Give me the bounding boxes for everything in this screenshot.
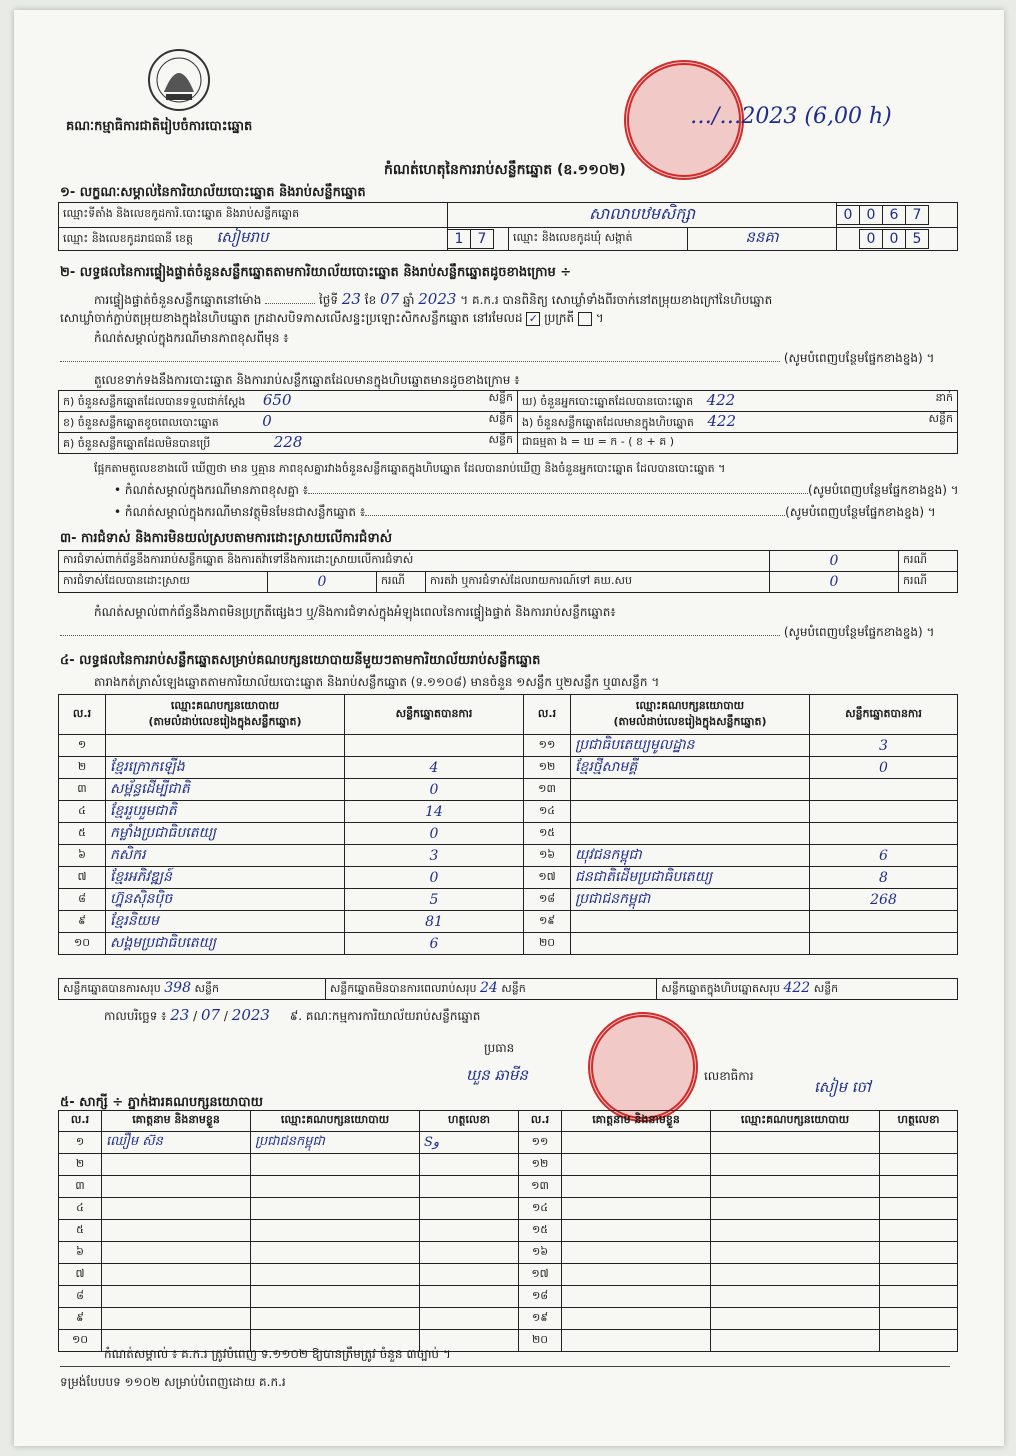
witness-name bbox=[562, 1286, 711, 1308]
figures-intro: តួលេខទាក់ទងនឹងការបោះឆ្នោត និងការរាប់សន្លឹកឆ្នោតដែលមានក្នុងហិបឆ្នោតមានដូចខាងក្រោម ៖ bbox=[94, 373, 520, 387]
party-no: ១៧ bbox=[524, 867, 571, 889]
witness-signature bbox=[420, 1154, 519, 1176]
resolved-label: ការជំទាស់ដែលបានដោះស្រាយ bbox=[59, 572, 268, 593]
witness-name bbox=[562, 1154, 711, 1176]
party-name: ខ្មែររួបរួមជាតិ bbox=[106, 801, 345, 823]
results-col-votes-right: សន្លឹកឆ្នោតបានការ bbox=[810, 695, 958, 735]
witness-name bbox=[562, 1198, 711, 1220]
witness-row bbox=[59, 1198, 958, 1220]
witness-party bbox=[251, 1220, 420, 1242]
party-name bbox=[571, 823, 810, 845]
party-no: ២ bbox=[59, 757, 106, 779]
party-no: ៨ bbox=[59, 889, 106, 911]
party-name bbox=[571, 911, 810, 933]
results-table bbox=[58, 694, 958, 955]
witness-no: ៧ bbox=[59, 1264, 102, 1286]
party-header: ឈ្មោះគណបក្សនយោបាយ bbox=[170, 698, 280, 712]
bullet1-fill-text: (សូមបំពេញបន្ថែមផ្នែកខាងខ្នង) ។ bbox=[808, 483, 959, 497]
party-no: ២០ bbox=[524, 933, 571, 955]
figure-e-label: ង) ចំនួនសន្លឹកឆ្នោតដែលមានក្នុងហិបឆ្នោត bbox=[522, 416, 694, 429]
party-votes bbox=[810, 823, 958, 845]
results-row bbox=[59, 933, 958, 955]
form-sheet bbox=[14, 10, 1004, 1446]
witness-signature bbox=[420, 1242, 519, 1264]
form-code: ទម្រង់បែបបទ ១១០២ សម្រាប់បំពេញដោយ គ.ក.រ bbox=[60, 1375, 286, 1389]
figure-c bbox=[59, 433, 518, 454]
results-row bbox=[59, 735, 958, 757]
party-name: សង្គមប្រជាធិបតេយ្យ bbox=[106, 933, 345, 955]
commune-code-digit: 5 bbox=[905, 229, 929, 249]
verification-text-b: ។ គ.ក.រ បានពិនិត្យ សោឃ្លាំទាំងពីរចាក់នៅតម្រុយខាងក្រៅនៃហិបឆ្នោត bbox=[460, 293, 773, 307]
witness-party bbox=[251, 1286, 420, 1308]
party-name: ខ្មែរនិយម bbox=[106, 911, 345, 933]
figure-e bbox=[518, 412, 958, 433]
province-code-digit: 1 bbox=[447, 229, 471, 249]
party-votes bbox=[810, 779, 958, 801]
witness-table bbox=[58, 1110, 958, 1352]
witness-row bbox=[59, 1132, 958, 1154]
section4-title: ៤- លទ្ធផលនៃការរាប់សន្លឹកឆ្នោតសម្រាប់គណបក្សនយោបាយនីមួយៗតាមការិយាល័យរាប់សន្លឹកឆ្នោត bbox=[60, 653, 541, 668]
figure-a bbox=[59, 391, 518, 412]
party-no: ១៥ bbox=[524, 823, 571, 845]
party-votes: 5 bbox=[345, 889, 524, 911]
witness-name bbox=[562, 1330, 711, 1352]
party-name: ប្រជាជនកម្ពុជា bbox=[571, 889, 810, 911]
witness-no: ១៥ bbox=[519, 1220, 562, 1242]
witness-no: ៦ bbox=[59, 1242, 102, 1264]
party-votes: 8 bbox=[810, 867, 958, 889]
figure-a-label: ក) ចំនួនសន្លឹកឆ្នោតដែលបានទទួលជាក់ស្តែង bbox=[63, 395, 246, 408]
total-box-label: សន្លឹកឆ្នោតក្នុងហិបឆ្នោតសរុប bbox=[661, 982, 780, 995]
results-row bbox=[59, 845, 958, 867]
witness-row bbox=[59, 1242, 958, 1264]
witness-signature bbox=[880, 1176, 958, 1198]
party-no: ៦ bbox=[59, 845, 106, 867]
party-votes: 6 bbox=[345, 933, 524, 955]
party-name: ប្រជាធិបតេយ្យមូលដ្ឋាន bbox=[571, 735, 810, 757]
witness-no: ១៣ bbox=[519, 1176, 562, 1198]
party-no: ៧ bbox=[59, 867, 106, 889]
party-no: ១៩ bbox=[524, 911, 571, 933]
station-label: ឈ្មោះទីតាំង និងលេខកូដការិ.បោះឆ្នោត និងរាប់សន្លឹកឆ្នោត bbox=[59, 203, 448, 228]
note1-line bbox=[94, 330, 289, 348]
province-code-digit: 7 bbox=[470, 229, 494, 249]
section5-title: ៥- សាក្សី ÷ ភ្នាក់ងារគណបក្សនយោបាយ bbox=[60, 1095, 263, 1110]
witness-party bbox=[711, 1154, 880, 1176]
bullet1-text: • កំណត់សម្គាល់ក្នុងករណីមានភាពខុសគ្នា ៖ bbox=[114, 483, 309, 497]
witness-no: ១៧ bbox=[519, 1264, 562, 1286]
witness-row bbox=[59, 1264, 958, 1286]
witness-name bbox=[102, 1242, 251, 1264]
party-votes: 6 bbox=[810, 845, 958, 867]
verification-month: 07 bbox=[380, 290, 400, 308]
witness-row bbox=[59, 1308, 958, 1330]
objection-table bbox=[58, 550, 958, 593]
commune-code-digit: 0 bbox=[859, 229, 883, 249]
party-name: ជនជាតិដើមប្រជាធិបតេយ្យ bbox=[571, 867, 810, 889]
witness-row bbox=[59, 1176, 958, 1198]
witness-signature bbox=[880, 1220, 958, 1242]
other-checkbox[interactable] bbox=[578, 312, 592, 326]
seal-text: សោឃ្លាំចាក់ភ្ជាប់តម្រុយខាងក្នុងនៃហិបឆ្នោត ក្រដាសបិទភាសលើសន្ទះប្រឡោះសិកសន្លឹកឆ្នោត នៅរមែលដ bbox=[60, 311, 523, 325]
chair-name: ឃួន ឆាមីន bbox=[466, 1066, 528, 1084]
results-row bbox=[59, 823, 958, 845]
results-row bbox=[59, 889, 958, 911]
note1-fill-text: (សូមបំពេញបន្ថែមផ្នែកខាងខ្នង) ។ bbox=[783, 351, 935, 365]
discrepancy-line: ផ្អែកតាមតួលេខខាងលើ ឃើញថា មាន ឬគ្មាន ភាពខុសគ្នារវាងចំនួនសន្លឹកឆ្នោតក្នុងហិបឆ្នោត ដែលបានរាប់ឃើញ និងចំនួនអ្នកបោះឆ្នោត ដែលបានបោះឆ្នោត ។ bbox=[94, 462, 726, 475]
footnote: កំណត់សម្គាល់ ៖ គ.ក.រ ត្រូវបំពេញ ទ.១១០២ ឱ្យបានត្រឹមត្រូវ ចំនួន ៣ច្បាប់ ។ bbox=[104, 1347, 451, 1361]
party-no: ១ bbox=[59, 735, 106, 757]
total-invalid bbox=[325, 979, 656, 1000]
figure-b-unit: សន្លឹក bbox=[488, 412, 513, 425]
witness-name bbox=[102, 1198, 251, 1220]
witness-no: ១០ bbox=[59, 1330, 102, 1352]
nec-logo-icon bbox=[142, 44, 216, 116]
station-code-digit: 7 bbox=[905, 205, 929, 225]
secretary-name: សៀម ចៅ bbox=[814, 1078, 871, 1096]
station-table bbox=[58, 202, 958, 251]
witness-party bbox=[251, 1154, 420, 1176]
party-no: ១៨ bbox=[524, 889, 571, 911]
reported-value: 0 bbox=[770, 572, 899, 593]
party-name: កសិករ bbox=[106, 845, 345, 867]
objection-fill-line bbox=[60, 624, 934, 642]
witness-name bbox=[562, 1264, 711, 1286]
figure-c-label: គ) ចំនួនសន្លឹកឆ្នោតដែលមិនបានប្រើ bbox=[63, 437, 211, 450]
witness-row bbox=[59, 1286, 958, 1308]
objection-row1-value: 0 bbox=[770, 551, 899, 572]
party-no: ៣ bbox=[59, 779, 106, 801]
witness-col-name: គោត្តនាម និងនាមខ្លួន bbox=[102, 1111, 251, 1132]
witness-party bbox=[711, 1330, 880, 1352]
witness-party bbox=[251, 1242, 420, 1264]
station-code-digit: 0 bbox=[859, 205, 883, 225]
party-no: ៩ bbox=[59, 911, 106, 933]
total-box-value: 422 bbox=[783, 980, 811, 996]
party-votes: 0 bbox=[345, 867, 524, 889]
party-votes: 3 bbox=[810, 735, 958, 757]
total-valid-value: 398 bbox=[164, 980, 191, 996]
witness-row bbox=[59, 1154, 958, 1176]
party-name: យុវជនកម្ពុជា bbox=[571, 845, 810, 867]
results-col-party bbox=[106, 695, 345, 735]
figure-c-unit: សន្លឹក bbox=[488, 433, 513, 446]
witness-party bbox=[711, 1132, 880, 1154]
resolved-unit: ករណី bbox=[377, 572, 426, 593]
seal-line: សោឃ្លាំចាក់ភ្ជាប់តម្រុយខាងក្នុងនៃហិបឆ្នោត ក្រដាសបិទភាសលើសន្ទះប្រឡោះសិកសន្លឹកឆ្នោត នៅរមែលដ ✓ ប្រក្រតី ។ bbox=[60, 311, 604, 325]
total-invalid-unit: សន្លឹក bbox=[501, 982, 526, 995]
witness-no: ១២ bbox=[519, 1154, 562, 1176]
party-votes: 0 bbox=[345, 823, 524, 845]
results-col-no: ល.រ bbox=[59, 695, 106, 735]
party-name: សម្ព័ន្ធដើម្បីជាតិ bbox=[106, 779, 345, 801]
results-row bbox=[59, 757, 958, 779]
bullet2-line bbox=[114, 504, 954, 522]
party-name bbox=[106, 735, 345, 757]
party-header-sub: (តាមលំដាប់លេខរៀងក្នុងសន្លឹកឆ្នោត) bbox=[148, 714, 302, 728]
total-valid bbox=[59, 979, 326, 1000]
witness-signature bbox=[880, 1198, 958, 1220]
reported-label: ការតវ៉ា ឬការជំទាស់ដែលរាយការណ៍ទៅ គឃ.សប bbox=[426, 572, 770, 593]
date-day: 23 bbox=[170, 1006, 190, 1024]
form-title: កំណត់ហេតុនៃការរាប់សន្លឹកឆ្នោត (ឧ.១១០២) bbox=[384, 162, 626, 178]
party-votes: 81 bbox=[345, 911, 524, 933]
witness-signature: Sو bbox=[420, 1132, 519, 1154]
witness-party bbox=[251, 1264, 420, 1286]
results-row bbox=[59, 779, 958, 801]
witness-party bbox=[711, 1242, 880, 1264]
party-name bbox=[571, 779, 810, 801]
party-votes: 4 bbox=[345, 757, 524, 779]
figure-d-value: 422 bbox=[706, 391, 736, 409]
witness-no: ៩ bbox=[59, 1308, 102, 1330]
stamp-note: …/…2023 (6,00 h) bbox=[690, 104, 892, 129]
witness-name: ឈឿម ស៊ន bbox=[102, 1132, 251, 1154]
date-month: 07 bbox=[201, 1006, 221, 1024]
org-name: គណៈកម្មាធិការជាតិរៀបចំការបោះឆ្នោត bbox=[66, 119, 253, 134]
witness-no: ១១ bbox=[519, 1132, 562, 1154]
committee-label: ៩. គណៈកម្មការការិយាល័យរាប់សន្លឹកឆ្នោត bbox=[289, 1009, 481, 1023]
party-name bbox=[571, 933, 810, 955]
witness-name bbox=[102, 1264, 251, 1286]
witness-name bbox=[562, 1176, 711, 1198]
party-name: កម្លាំងប្រជាធិបតេយ្យ bbox=[106, 823, 345, 845]
figures-table bbox=[58, 390, 958, 454]
witness-name bbox=[562, 1132, 711, 1154]
party-name: ហ្វ៊ុនស៊ិនប៉ិច bbox=[106, 889, 345, 911]
witness-signature bbox=[880, 1308, 958, 1330]
witness-name bbox=[102, 1286, 251, 1308]
party-votes: 268 bbox=[810, 889, 958, 911]
party-no: ៤ bbox=[59, 801, 106, 823]
month-label: ខែ bbox=[364, 293, 377, 307]
results-row bbox=[59, 801, 958, 823]
witness-party bbox=[251, 1198, 420, 1220]
witness-no: ៥ bbox=[59, 1220, 102, 1242]
station-code-digit: 6 bbox=[882, 205, 906, 225]
party-no: ១២ bbox=[524, 757, 571, 779]
commune-code bbox=[837, 228, 958, 251]
chair-label: ប្រធាន bbox=[484, 1041, 515, 1055]
witness-name bbox=[562, 1220, 711, 1242]
verification-text: ការផ្ទៀងផ្ទាត់ចំនួនសន្លឹកឆ្នោតនៅម៉ោង bbox=[94, 293, 262, 307]
reported-unit: ករណី bbox=[899, 572, 958, 593]
date-label: កាលបរិច្ឆេទ ៖ bbox=[104, 1009, 167, 1023]
day-label: ថ្ងៃទី bbox=[319, 293, 339, 307]
station-code bbox=[837, 203, 958, 228]
figure-d-label: ឃ) ចំនួនអ្នកបោះឆ្នោតដែលបានបោះឆ្នោត bbox=[522, 395, 694, 408]
witness-party bbox=[251, 1176, 420, 1198]
party-votes bbox=[810, 801, 958, 823]
party-header: ឈ្មោះគណបក្សនយោបាយ bbox=[635, 698, 745, 712]
party-name bbox=[571, 801, 810, 823]
results-row bbox=[59, 867, 958, 889]
intact-checkbox[interactable]: ✓ bbox=[526, 312, 540, 326]
figure-d bbox=[518, 391, 958, 412]
witness-no: ២០ bbox=[519, 1330, 562, 1352]
total-invalid-value: 24 bbox=[479, 980, 498, 996]
figure-b-label: ខ) ចំនួនសន្លឹកឆ្នោតខូចពេលបោះឆ្នោត bbox=[63, 416, 219, 429]
results-col-party-right bbox=[571, 695, 810, 735]
witness-col-no-right: ល.រ bbox=[519, 1111, 562, 1132]
party-votes bbox=[810, 933, 958, 955]
witness-no: ១៩ bbox=[519, 1308, 562, 1330]
figure-a-unit: សន្លឹក bbox=[488, 391, 513, 404]
objection-row1-label: ការជំទាស់ពាក់ព័ន្ធនឹងការរាប់សន្លឹកឆ្នោត និងការតវ៉ាទៅនឹងការដោះស្រាយលើការជំទាស់ bbox=[59, 551, 770, 572]
witness-signature bbox=[880, 1264, 958, 1286]
footer-divider bbox=[60, 1366, 950, 1367]
party-votes: 3 bbox=[345, 845, 524, 867]
section2-title: ២- លទ្ធផលនៃការផ្ទៀងផ្ទាត់ចំនួនសន្លឹកឆ្នោតតាមការិយាល័យបោះឆ្នោត និងរាប់សន្លឹកឆ្នោតដូចខាងក្រោម ÷ bbox=[60, 265, 572, 280]
witness-no: ១៨ bbox=[519, 1286, 562, 1308]
objection-note: កំណត់សម្គាល់ពាក់ព័ន្ធនឹងភាពមិនប្រក្រតីផ្សេងៗ ឬ/និងការជំទាស់ក្នុងអំឡុងពេលនៃការផ្ទៀងផ្ទាត់ និងការរាប់សន្លឹកឆ្នោត៖ bbox=[94, 605, 616, 619]
witness-party: ប្រជាជនកម្ពុជា bbox=[251, 1132, 420, 1154]
witness-party bbox=[711, 1286, 880, 1308]
verification-line bbox=[94, 290, 772, 310]
witness-party bbox=[711, 1264, 880, 1286]
witness-signature bbox=[420, 1198, 519, 1220]
total-valid-label: សន្លឹកឆ្នោតបានការសរុប bbox=[63, 982, 161, 995]
witness-signature bbox=[880, 1330, 958, 1352]
witness-col-sign: ហត្ថលេខា bbox=[420, 1111, 519, 1132]
witness-party bbox=[711, 1308, 880, 1330]
verification-year: 2023 bbox=[418, 290, 457, 308]
party-votes bbox=[345, 735, 524, 757]
witness-no: ៤ bbox=[59, 1198, 102, 1220]
total-box-unit: សន្លឹក bbox=[813, 982, 839, 995]
witness-name bbox=[562, 1308, 711, 1330]
witness-signature bbox=[420, 1176, 519, 1198]
station-name: សាលាបឋមសិក្សា bbox=[448, 203, 837, 228]
party-header-sub: (តាមលំដាប់លេខរៀងក្នុងសន្លឹកឆ្នោត) bbox=[613, 714, 767, 728]
figure-c-value: 228 bbox=[273, 433, 303, 451]
totals-table bbox=[58, 978, 958, 1000]
section4-intro: តារាងកត់ត្រាសំឡេងឆ្នោតតាមការិយាល័យបោះឆ្នោត និងរាប់សន្លឹកឆ្នោត (ទ.១១០៨) មានចំនួន ១សន្លឹក ឬ២សន្លឹក ឬ៣សន្លឹក ។ bbox=[94, 675, 660, 689]
witness-party bbox=[711, 1220, 880, 1242]
figure-a-value: 650 bbox=[262, 391, 292, 409]
witness-col-sign-right: ហត្ថលេខា bbox=[880, 1111, 958, 1132]
note1-text: កំណត់សម្គាល់ក្នុងករណីមានភាពខុសពីមុន ៖ bbox=[94, 331, 289, 345]
witness-row bbox=[59, 1220, 958, 1242]
intact-label: ប្រក្រតី bbox=[544, 311, 575, 325]
total-invalid-label: សន្លឹកឆ្នោតមិនបានការពេលរាប់សរុប bbox=[329, 982, 477, 995]
witness-party bbox=[711, 1176, 880, 1198]
witness-name bbox=[562, 1242, 711, 1264]
witness-signature bbox=[880, 1242, 958, 1264]
witness-signature bbox=[880, 1286, 958, 1308]
commune-code-digit: 0 bbox=[882, 229, 906, 249]
note1-fill-line bbox=[60, 350, 960, 368]
date-year: 2023 bbox=[231, 1006, 270, 1024]
party-no: ៥ bbox=[59, 823, 106, 845]
results-col-votes: សន្លឹកឆ្នោតបានការ bbox=[345, 695, 524, 735]
figure-e-unit: សន្លឹក bbox=[928, 412, 953, 425]
party-votes: 0 bbox=[345, 779, 524, 801]
witness-party bbox=[251, 1308, 420, 1330]
party-no: ១៤ bbox=[524, 801, 571, 823]
witness-signature bbox=[420, 1220, 519, 1242]
witness-no: ១៤ bbox=[519, 1198, 562, 1220]
party-votes bbox=[810, 911, 958, 933]
bullet2-fill-text: (សូមបំពេញបន្ថែមផ្នែកខាងខ្នង) ។ bbox=[785, 505, 936, 519]
party-name: ខ្មែរអភិវឌ្ឍន៍ bbox=[106, 867, 345, 889]
witness-signature bbox=[880, 1132, 958, 1154]
commune-label: ឈ្មោះ និងលេខកូដឃុំ សង្កាត់ bbox=[509, 228, 688, 251]
figure-b-value: 0 bbox=[262, 412, 272, 430]
witness-name bbox=[102, 1308, 251, 1330]
province-code bbox=[448, 228, 509, 251]
party-name: ខ្មែរក្រោកឡើង bbox=[106, 757, 345, 779]
commune-name: ននគា bbox=[688, 228, 837, 251]
results-col-no-right: ល.រ bbox=[524, 695, 571, 735]
party-no: ១០ bbox=[59, 933, 106, 955]
witness-signature bbox=[420, 1308, 519, 1330]
party-no: ១៣ bbox=[524, 779, 571, 801]
witness-no: ២ bbox=[59, 1154, 102, 1176]
figure-e-value: 422 bbox=[707, 412, 737, 430]
party-votes: 14 bbox=[345, 801, 524, 823]
bullet2-text: • កំណត់សម្គាល់ក្នុងករណីមានវត្ថុមិនមែនជាសន្លឹកឆ្នោត ៖ bbox=[114, 505, 366, 519]
witness-no: ១៦ bbox=[519, 1242, 562, 1264]
province-row bbox=[59, 228, 448, 251]
date-line: កាលបរិច្ឆេទ ៖ 23 / 07 / 2023 ៩. គណៈកម្មការការិយាល័យរាប់សន្លឹកឆ្នោត bbox=[104, 1006, 481, 1024]
witness-col-party-right: ឈ្មោះគណបក្សនយោបាយ bbox=[711, 1111, 880, 1132]
objection-fill-text: (សូមបំពេញបន្ថែមផ្នែកខាងខ្នង) ។ bbox=[783, 625, 935, 639]
year-label: ឆ្នាំ bbox=[402, 293, 415, 307]
secretary-label: លេខាធិការ bbox=[704, 1069, 754, 1083]
witness-name bbox=[102, 1176, 251, 1198]
witness-signature bbox=[420, 1286, 519, 1308]
station-code-digit: 0 bbox=[836, 205, 860, 225]
committee-seal-icon bbox=[588, 1012, 698, 1122]
objection-row1-unit: ករណី bbox=[899, 551, 958, 572]
figure-d-unit: នាក់ bbox=[935, 391, 953, 404]
witness-party bbox=[711, 1198, 880, 1220]
witness-no: ៣ bbox=[59, 1176, 102, 1198]
witness-col-name-right: គោត្តនាម និងនាមខ្លួន bbox=[562, 1111, 711, 1132]
results-row bbox=[59, 911, 958, 933]
total-box bbox=[657, 979, 958, 1000]
witness-col-no: ល.រ bbox=[59, 1111, 102, 1132]
witness-signature bbox=[880, 1154, 958, 1176]
witness-no: ៨ bbox=[59, 1286, 102, 1308]
verification-day: 23 bbox=[341, 290, 361, 308]
party-votes: 0 bbox=[810, 757, 958, 779]
section1-title: ១- លក្ខណៈសម្គាល់នៃការិយាល័យបោះឆ្នោត និងរាប់សន្លឹកឆ្នោត bbox=[60, 185, 366, 200]
party-no: ១១ bbox=[524, 735, 571, 757]
bullet1-line bbox=[114, 482, 959, 500]
section3-title: ៣- ការជំទាស់ និងការមិនយល់ស្របតាមការដោះស្រាយលើការជំទាស់ bbox=[60, 531, 392, 546]
witness-col-party: ឈ្មោះគណបក្សនយោបាយ bbox=[251, 1111, 420, 1132]
province-name: សៀមរាប bbox=[216, 228, 269, 246]
figure-b bbox=[59, 412, 518, 433]
witness-no: ១ bbox=[59, 1132, 102, 1154]
province-label: ឈ្មោះ និងលេខកូដរាជធានី ខេត្ត bbox=[63, 232, 193, 245]
witness-name bbox=[102, 1220, 251, 1242]
total-valid-unit: សន្លឹក bbox=[194, 982, 219, 995]
figure-formula: ជាធម្មតា ង = ឃ = ក - ( ខ + គ ) bbox=[518, 433, 958, 454]
party-name: ខ្មែរថ្មីសាមគ្គី bbox=[571, 757, 810, 779]
resolved-value: 0 bbox=[268, 572, 377, 593]
witness-signature bbox=[420, 1264, 519, 1286]
witness-name bbox=[102, 1154, 251, 1176]
party-no: ១៦ bbox=[524, 845, 571, 867]
